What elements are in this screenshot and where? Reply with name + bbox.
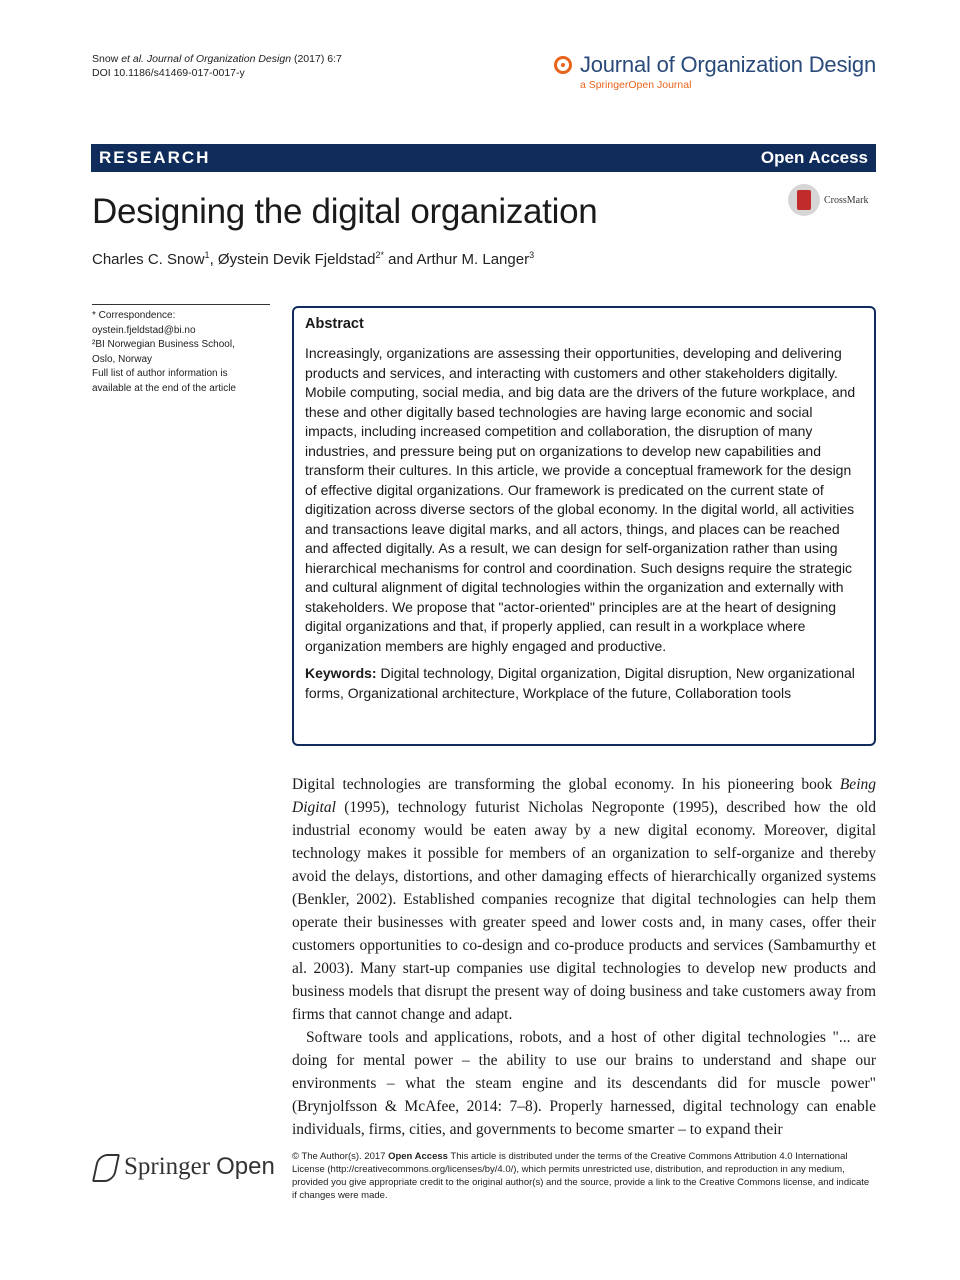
affiliation-line: ²BI Norwegian Business School,	[92, 339, 235, 350]
abstract-box	[292, 306, 876, 746]
body-text-run: Digital technologies are transforming the global economy. In his pioneering book	[292, 776, 840, 793]
book-title: Being Digital	[292, 776, 876, 816]
citation-volume: (2017) 6:7	[291, 53, 342, 65]
open-wordmark: Open	[216, 1153, 275, 1180]
citation-authors: Snow	[92, 53, 122, 65]
license-copyright: © The Author(s). 2017	[292, 1151, 389, 1162]
body-paragraph: Software tools and applications, robots, and a host of other digital technologies "... are doing for mental power – the ability to use our brains to understand and shape our environments – what the steam engine and its descendants did for muscle power" (Brynjolfsson & McAfee, 2014: 7–8). Properly harnessed, digital technology can enable individuals, firms, cities, and governments to become smarter – to expand their	[292, 1029, 876, 1138]
body-paragraph	[292, 773, 876, 1026]
license-statement	[292, 1150, 876, 1202]
crossmark-badge[interactable]	[788, 184, 868, 216]
article-title: Designing the digital organization	[92, 192, 598, 231]
article-body	[292, 773, 876, 1141]
author-info-note: Full list of author information is	[92, 368, 228, 379]
abstract-text: Increasingly, organizations are assessing their opportunities, developing and delivering products and services, and interacting with customers and other stakeholders digitally. Mobile computing, social media, and big data are the drivers of the future workplace, and these and other digitally based technologies are having large economic and social impacts, including increased competition and collaboration, the disruption of many industries, and pressure being put on organizations to develop new capabilities and transform their cultures. In this article, we provide a conceptual framework for the design of effective digital organizations. Our framework is predicated on the current state of digitization across diverse sectors of the global economy. In the digital world, all activities and transactions leave digital marks, and all actors, things, and places can be reached and affected digitally. As a result, we can design for self-organization rather than using hierarchical mechanisms for control and coordination. Such designs require the strategic and cultural alignment of digital technologies within the organization and externally with stakeholders. We propose that "actor-oriented" principles are at the heart of designing digital organizations and that, if properly applied, can result in a workplace where organization members are highly engaged and productive.	[305, 345, 856, 654]
author-snow: Charles C. Snow	[92, 251, 205, 268]
journal-subtitle: a SpringerOpen Journal	[579, 79, 692, 91]
springer-horse-icon	[92, 1152, 118, 1182]
journal-name: Journal of Organization Design	[579, 52, 876, 77]
author-info-note-cont: available at the end of the article	[92, 382, 236, 394]
crossmark-icon	[788, 184, 820, 216]
author-fjeldstad: , Øystein Devik Fjeldstad	[209, 251, 376, 268]
journal-logo[interactable]	[554, 52, 876, 91]
author-langer-affil: 3	[529, 250, 535, 260]
doi-line[interactable]: DOI 10.1186/s41469-017-0017-y	[92, 67, 245, 79]
springer-wordmark: Springer	[124, 1153, 211, 1180]
author-snow-affil: 1	[204, 250, 210, 260]
correspondence-email[interactable]: oystein.fjeldstad@bi.no	[92, 324, 196, 336]
journal-logo-icon	[554, 56, 572, 74]
body-text-run: (1995), technology futurist Nicholas Negroponte (1995), described how the old industrial economy would be eaten away by a new digital economy. Moreover, digital technology makes it possible for members of an organization to self-organize and thereby avoid the delays, distortions, and other damaging effects of hierarchically organized systems (Benkler, 2002). Established companies recognize that digital technologies can help them operate their businesses with greater speed and lower costs and, in many cases, offer their customers opportunities to co-design and co-produce products and services (Sambamurthy et al. 2003). Many start-up companies use digital technologies to develop new products and business models that disrupt the present way of doing business and take customers away from firms that cannot change and adapt.	[292, 799, 876, 1023]
keywords	[305, 664, 864, 703]
keywords-list: Digital technology, Digital organization, Digital disruption, New organizational forms, Organizational architecture, Workplace of the future, Collaboration tools	[305, 665, 855, 701]
citation-line	[92, 52, 342, 66]
article-type-banner	[91, 144, 876, 172]
springeropen-logo[interactable]	[92, 1152, 275, 1182]
citation-journal: et al. Journal of Organization Design	[121, 53, 292, 65]
correspondence-notes	[92, 309, 270, 396]
citation-header	[92, 52, 342, 80]
crossmark-label: CrossMark	[824, 194, 869, 206]
correspondence-label: * Correspondence:	[92, 310, 176, 321]
open-access-label: Open Access	[760, 148, 868, 167]
author-list	[92, 250, 534, 268]
side-notes-divider	[92, 304, 270, 305]
author-langer: and Arthur M. Langer	[383, 251, 530, 268]
keywords-label: Keywords:	[305, 665, 377, 681]
affiliation-city: Oslo, Norway	[92, 353, 153, 365]
abstract-heading: Abstract	[305, 316, 364, 332]
article-type-label: RESEARCH	[99, 148, 211, 167]
author-fjeldstad-affil: 2*	[375, 250, 384, 260]
license-open-access: Open Access	[388, 1151, 448, 1162]
license-terms: This article is distributed under the terms of the Creative Commons Attribution 4.0 International License (http://creativecommons.org/licenses/by/4.0/), which permits unrestricted use, distribution, and reproduction in any medium, provided you give appropriate credit to the original author(s) and the source, provide a link to the Creative Commons license, and indicate if changes were made.	[292, 1151, 870, 1201]
